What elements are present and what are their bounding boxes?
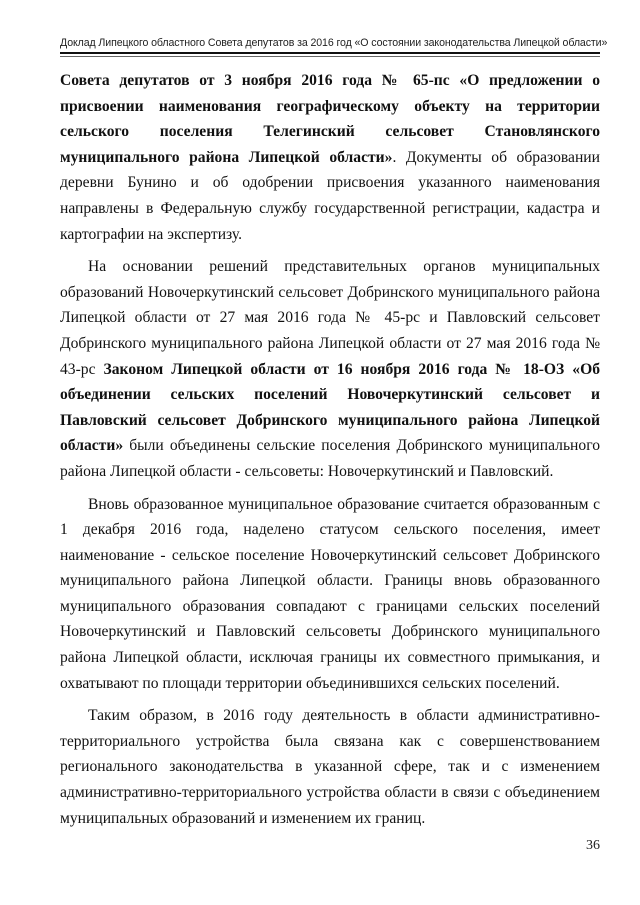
paragraph: [60, 68, 600, 247]
document-body: [60, 68, 600, 831]
header-rule: [60, 52, 600, 54]
paragraph-text: . Документы об образовании деревни Бунино и об одобрении присвоения указанного наименования направлены в Федеральную службу государственной регистрации, кадастра и картографии на экспертизу.: [60, 148, 600, 243]
paragraph: [60, 703, 600, 831]
paragraph-text: Вновь образованное муниципальное образование считается образованным с 1 декабря 2016 года, наделено статусом сельского поселения, имеет наименование - сельское поселение Новочеркутинский сельсовет Добринского муниципального района Липецкой области. Границы вновь образованного муниципального образования совпадают с границами сельских поселений Новочеркутинский и Павловский сельсоветы Добринского муниципального района Липецкой области, исключая границы их совместного примыкания, и охватывают по площади территории объединившихся сельских поселений.: [60, 495, 600, 692]
running-header: Доклад Липецкого областного Совета депутатов за 2016 год «О состоянии законодательства Липецкой области»: [60, 37, 608, 49]
paragraph: [60, 254, 600, 484]
page-number: 36: [586, 838, 600, 853]
bold-citation: Совета депутатов от 3 ноября 2016 года № 65-пс «О предложении о присвоении наименования географическому объекту на территории сельского поселения Телегинский сельсовет Становлянского муниципального района Липецкой области»: [60, 72, 600, 166]
bold-citation: Законом Липецкой области от 16 ноября 2016 года № 18-ОЗ «Об объединении сельских поселений Новочеркутинский сельсовет и Павловский сельсовет Добринского муниципального района Липецкой области»: [60, 360, 600, 455]
paragraph-text: Таким образом, в 2016 году деятельность в области административно-территориального устройства была связана как с совершенствованием регионального законодательства в указанной сфере, так и с изменением административно-территориального устройства области в связи с объединением муниципальных образований и изменением их границ.: [60, 707, 600, 827]
paragraph: [60, 492, 600, 697]
paragraph-text: На основании решений представительных органов муниципальных образований Новочеркутинский сельсовет Добринского муниципального района Липецкой области от 27 мая 2016 года № 45-рс и Павловский сельсовет Добринского муниципального района Липецкой области от 27 мая 2016 года № 43-рс: [60, 258, 600, 378]
paragraph-text: были объединены сельские поселения Добринского муниципального района Липецкой области - сельсоветы: Новочеркутинский и Павловский.: [60, 437, 600, 480]
header-rule-thin: [60, 56, 600, 57]
